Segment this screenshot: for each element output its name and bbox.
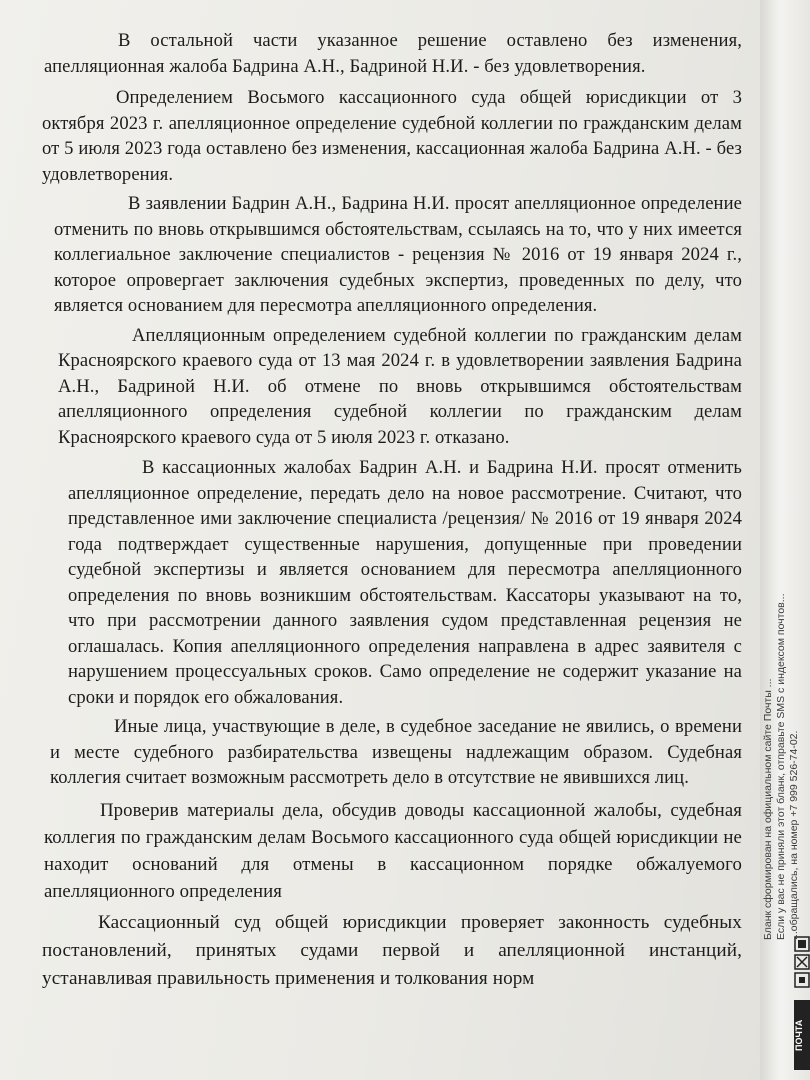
paragraph-1: В остальной части указанное решение оставлено без изменения, апелляционная жалоба Бадрина А.Н., Бадриной Н.И. - без удовлетворения. [44, 30, 742, 77]
post-form-notice-line-2: Если у вас не приняли этот бланк, отправьте SMS с индексом почтов... [775, 593, 787, 940]
paragraph-2: Определением Восьмого кассационного суда общей юрисдикции от 3 октября 2023 г. апелляционное определение судебной коллегии по гражданским делам от 5 июля 2023 года оставлено без изменения, кассационная жалоба Бадрина А.Н. - без удовлетворения. [42, 87, 742, 185]
document-text [36, 28, 742, 993]
post-form-notice-line-3: ...обращались, на номер +7 999 526-74-02. [788, 730, 800, 940]
paragraph-8: Кассационный суд общей юрисдикции проверяет законность судебных постановлений, принятых судами первой и апелляционной инстанций, устанавливая правильность применения и толкования норм [42, 911, 742, 989]
paragraph-4: Апелляционным определением судебной коллегии по гражданским делам Красноярского краевого суда от 13 мая 2024 г. в удовлетворении заявления Бадрина А.Н., Бадриной Н.И. об отмене по вновь открывшимся обстоятельствам апелляционного определения судебной коллегии по гражданским делам Красноярского краевого суда от 5 июля 2023 г. отказано. [58, 324, 742, 448]
russian-post-logo: ПОЧТА [794, 1000, 810, 1070]
post-form-notice [762, 300, 801, 940]
paragraph-3: В заявлении Бадрин А.Н., Бадрина Н.И. просят апелляционное определение отменить по вновь открывшимся обстоятельствам, ссылаясь на то, что у них имеется коллегиальное заключение специалистов - рецензия № 2016 от 19 января 2024 г., которое опровергает заключения судебных экспертиз, проведенных по делу, что является основанием для пересмотра апелляционного определения. [54, 193, 742, 316]
paragraph-5: В кассационных жалобах Бадрин А.Н. и Бадрина Н.И. просят отменить апелляционное определение, передать дело на новое рассмотрение. Считают, что представленное ими заключение специалиста /рецензия/ № 2016 от 19 января 2024 года подтверждает существенные нарушения, допущенные при проведении судебной экспертизы и является основанием для пересмотра апелляционного определения по вновь возникшим обстоятельствам. Кассаторы указывают на то, что при рассмотрении данного заявления судом представленная рецензия не оглашалась. Копия апелляционного определения направлена в адрес заявителя с нарушением процессуальных сроков. Само определение не содержит указание на сроки и порядок его обжалования. [68, 457, 742, 708]
post-form-notice-line-1: Бланк сформирован на официальном сайте Почты ... [762, 678, 774, 940]
folded-form-edge [760, 0, 810, 1080]
paragraph-6: Иные лица, участвующие в деле, в судебное заседание не явились, о времени и месте судебного разбирательства извещены надлежащим образом. Судебная коллегия считает возможным рассмотреть дело в отсутствие не явившихся лиц. [50, 716, 742, 788]
qr-code-icon [794, 935, 810, 990]
paragraph-7: Проверив материалы дела, обсудив доводы кассационной жалобы, судебная коллегия по гражданским делам Восьмого кассационного суда общей юрисдикции не находит оснований для отмены в кассационном порядке обжалуемого апелляционного определения [44, 799, 742, 902]
